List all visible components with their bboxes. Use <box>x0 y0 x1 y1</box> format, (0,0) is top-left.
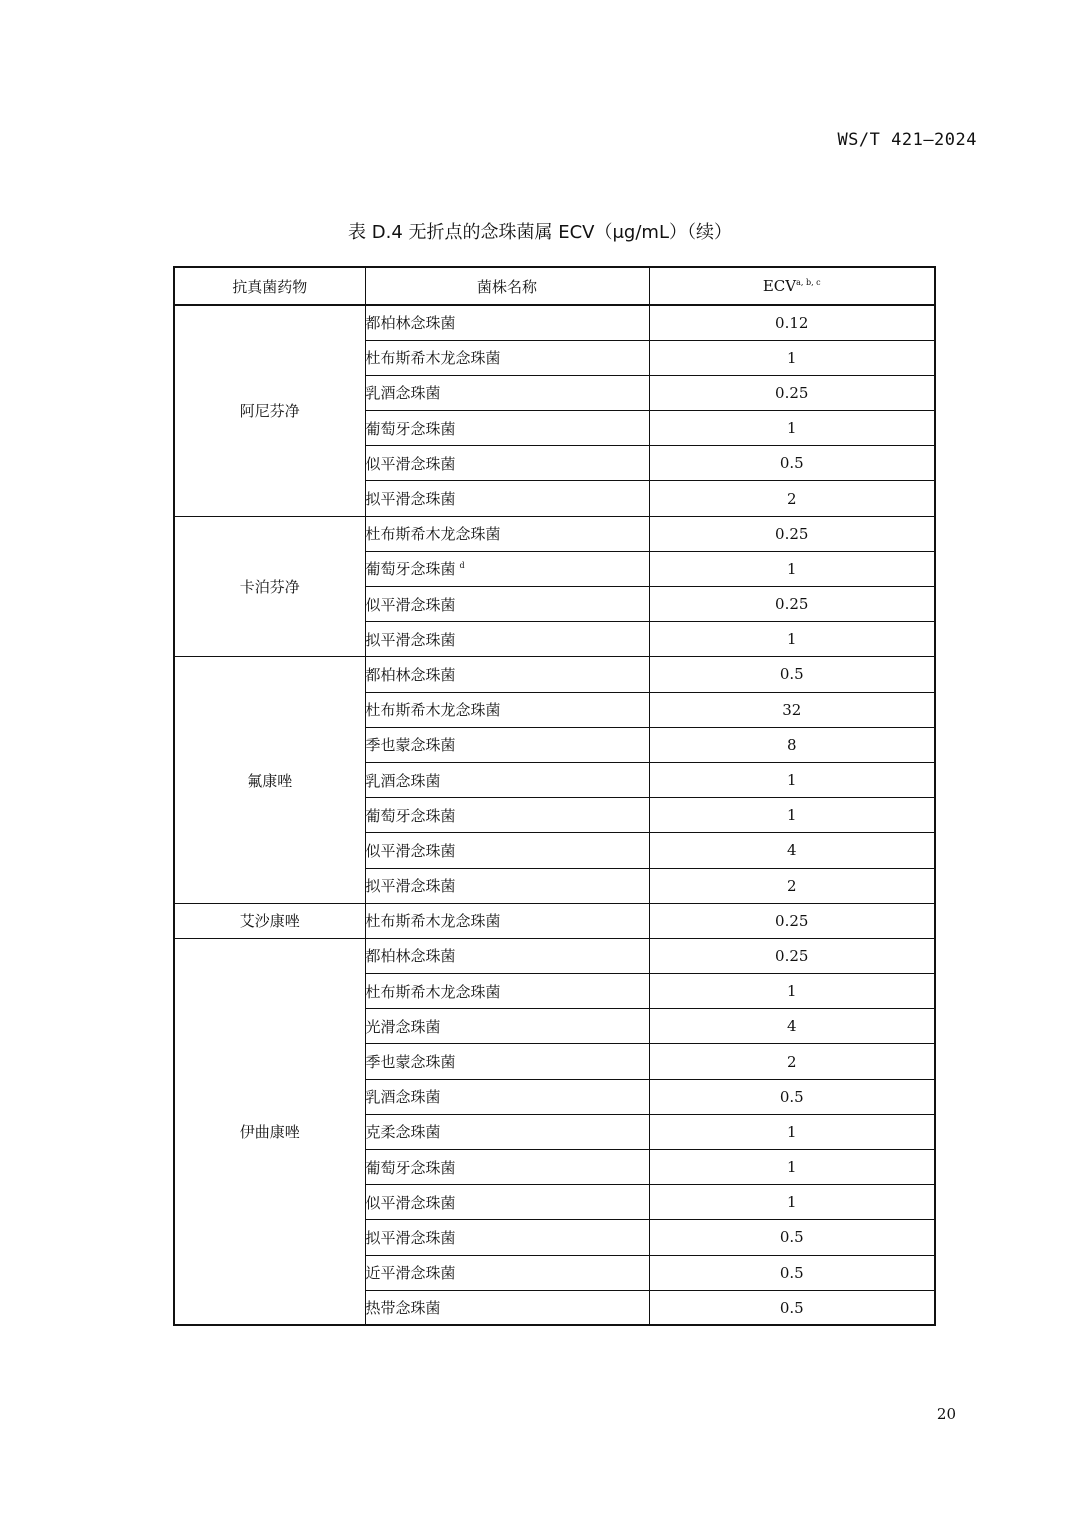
header-ecv <box>649 267 935 305</box>
document-code: WS/T 421—2024 <box>837 130 977 150</box>
ecv-value-cell: 4 <box>649 1009 935 1044</box>
strain-name: 杜布斯希木龙念珠菌 <box>365 982 501 1001</box>
ecv-value-cell: 0.5 <box>649 1079 935 1114</box>
drug-cell: 阿尼芬净 <box>174 305 365 516</box>
strain-name: 光滑念珠菌 <box>365 1017 441 1036</box>
strain-cell <box>365 692 649 727</box>
strain-cell <box>365 1079 649 1114</box>
strain-name: 葡萄牙念珠菌 <box>365 419 456 438</box>
strain-cell <box>365 1185 649 1220</box>
strain-name: 热带念珠菌 <box>365 1299 441 1318</box>
ecv-value-cell: 0.5 <box>649 1290 935 1325</box>
strain-cell <box>365 657 649 692</box>
ecv-value-cell: 1 <box>649 762 935 797</box>
ecv-value-cell: 1 <box>649 551 935 586</box>
ecv-value-cell: 2 <box>649 481 935 516</box>
table-row <box>174 657 935 692</box>
ecv-value-cell: 0.5 <box>649 1255 935 1290</box>
strain-cell <box>365 1150 649 1185</box>
strain-name: 葡萄牙念珠菌 <box>365 1158 456 1177</box>
strain-name: 拟平滑念珠菌 <box>365 490 456 509</box>
strain-cell <box>365 762 649 797</box>
page-number: 20 <box>936 1405 956 1423</box>
ecv-table <box>173 266 936 1326</box>
strain-name: 季也蒙念珠菌 <box>365 1053 456 1072</box>
strain-name: 近平滑念珠菌 <box>365 1264 456 1283</box>
strain-cell <box>365 938 649 973</box>
strain-cell <box>365 798 649 833</box>
strain-cell <box>365 375 649 410</box>
ecv-value-cell: 1 <box>649 622 935 657</box>
ecv-value-cell: 0.25 <box>649 375 935 410</box>
strain-cell <box>365 1114 649 1149</box>
strain-cell <box>365 551 649 586</box>
strain-name: 拟平滑念珠菌 <box>365 1228 456 1247</box>
strain-name: 都柏林念珠菌 <box>365 665 456 684</box>
ecv-value-cell: 8 <box>649 727 935 762</box>
drug-cell: 伊曲康唑 <box>174 938 365 1325</box>
strain-name: 乳酒念珠菌 <box>365 384 441 403</box>
table-row <box>174 938 935 973</box>
ecv-value-cell: 1 <box>649 798 935 833</box>
footnote-marker: d <box>459 561 465 571</box>
strain-cell <box>365 1044 649 1079</box>
strain-cell <box>365 1290 649 1325</box>
ecv-value-cell: 1 <box>649 411 935 446</box>
ecv-value-cell: 32 <box>649 692 935 727</box>
strain-cell <box>365 1220 649 1255</box>
strain-cell <box>365 1009 649 1044</box>
ecv-value-cell: 1 <box>649 974 935 1009</box>
strain-cell <box>365 587 649 622</box>
strain-name: 都柏林念珠菌 <box>365 947 456 966</box>
strain-cell <box>365 622 649 657</box>
ecv-value-cell: 1 <box>649 340 935 375</box>
strain-name: 季也蒙念珠菌 <box>365 736 456 755</box>
ecv-value-cell: 4 <box>649 833 935 868</box>
drug-cell: 氟康唑 <box>174 657 365 903</box>
strain-cell <box>365 868 649 903</box>
ecv-value-cell: 1 <box>649 1150 935 1185</box>
strain-name: 葡萄牙念珠菌 <box>365 560 456 579</box>
strain-cell <box>365 481 649 516</box>
strain-name: 拟平滑念珠菌 <box>365 877 456 896</box>
ecv-value-cell: 0.25 <box>649 587 935 622</box>
strain-name: 葡萄牙念珠菌 <box>365 806 456 825</box>
ecv-value-cell: 0.25 <box>649 938 935 973</box>
strain-name: 杜布斯希木龙念珠菌 <box>365 349 501 368</box>
table-row <box>174 903 935 938</box>
strain-cell <box>365 903 649 938</box>
table-title: 表 D.4 无折点的念珠菌属 ECV（μg/mL）（续） <box>348 222 732 243</box>
strain-name: 杜布斯希木龙念珠菌 <box>365 525 501 544</box>
strain-name: 杜布斯希木龙念珠菌 <box>365 701 501 720</box>
header-ecv-footnote: a, b, c <box>796 278 821 287</box>
ecv-value-cell: 0.25 <box>649 516 935 551</box>
strain-cell <box>365 305 649 340</box>
strain-cell <box>365 516 649 551</box>
strain-name: 似平滑念珠菌 <box>365 841 456 860</box>
header-strain: 菌株名称 <box>365 267 649 305</box>
strain-cell <box>365 833 649 868</box>
strain-name: 拟平滑念珠菌 <box>365 630 456 649</box>
strain-name: 杜布斯希木龙念珠菌 <box>365 912 501 931</box>
strain-cell <box>365 974 649 1009</box>
ecv-value-cell: 2 <box>649 868 935 903</box>
header-ecv-label: ECV <box>762 277 797 295</box>
strain-cell <box>365 727 649 762</box>
strain-cell <box>365 411 649 446</box>
strain-name: 似平滑念珠菌 <box>365 1193 456 1212</box>
strain-name: 都柏林念珠菌 <box>365 314 456 333</box>
strain-name: 乳酒念珠菌 <box>365 771 441 790</box>
strain-cell <box>365 1255 649 1290</box>
strain-name: 似平滑念珠菌 <box>365 454 456 473</box>
ecv-value-cell: 0.25 <box>649 903 935 938</box>
ecv-value-cell: 2 <box>649 1044 935 1079</box>
strain-name: 似平滑念珠菌 <box>365 595 456 614</box>
ecv-value-cell: 0.5 <box>649 446 935 481</box>
ecv-value-cell: 0.5 <box>649 1220 935 1255</box>
table-row <box>174 305 935 340</box>
table-header-row <box>174 267 935 305</box>
ecv-value-cell: 0.12 <box>649 305 935 340</box>
drug-cell: 卡泊芬净 <box>174 516 365 657</box>
table-row <box>174 516 935 551</box>
drug-cell: 艾沙康唑 <box>174 903 365 938</box>
strain-cell <box>365 340 649 375</box>
ecv-value-cell: 1 <box>649 1185 935 1220</box>
ecv-value-cell: 1 <box>649 1114 935 1149</box>
ecv-value-cell: 0.5 <box>649 657 935 692</box>
strain-name: 克柔念珠菌 <box>365 1123 441 1142</box>
strain-cell <box>365 446 649 481</box>
header-drug: 抗真菌药物 <box>174 267 365 305</box>
strain-name: 乳酒念珠菌 <box>365 1088 441 1107</box>
